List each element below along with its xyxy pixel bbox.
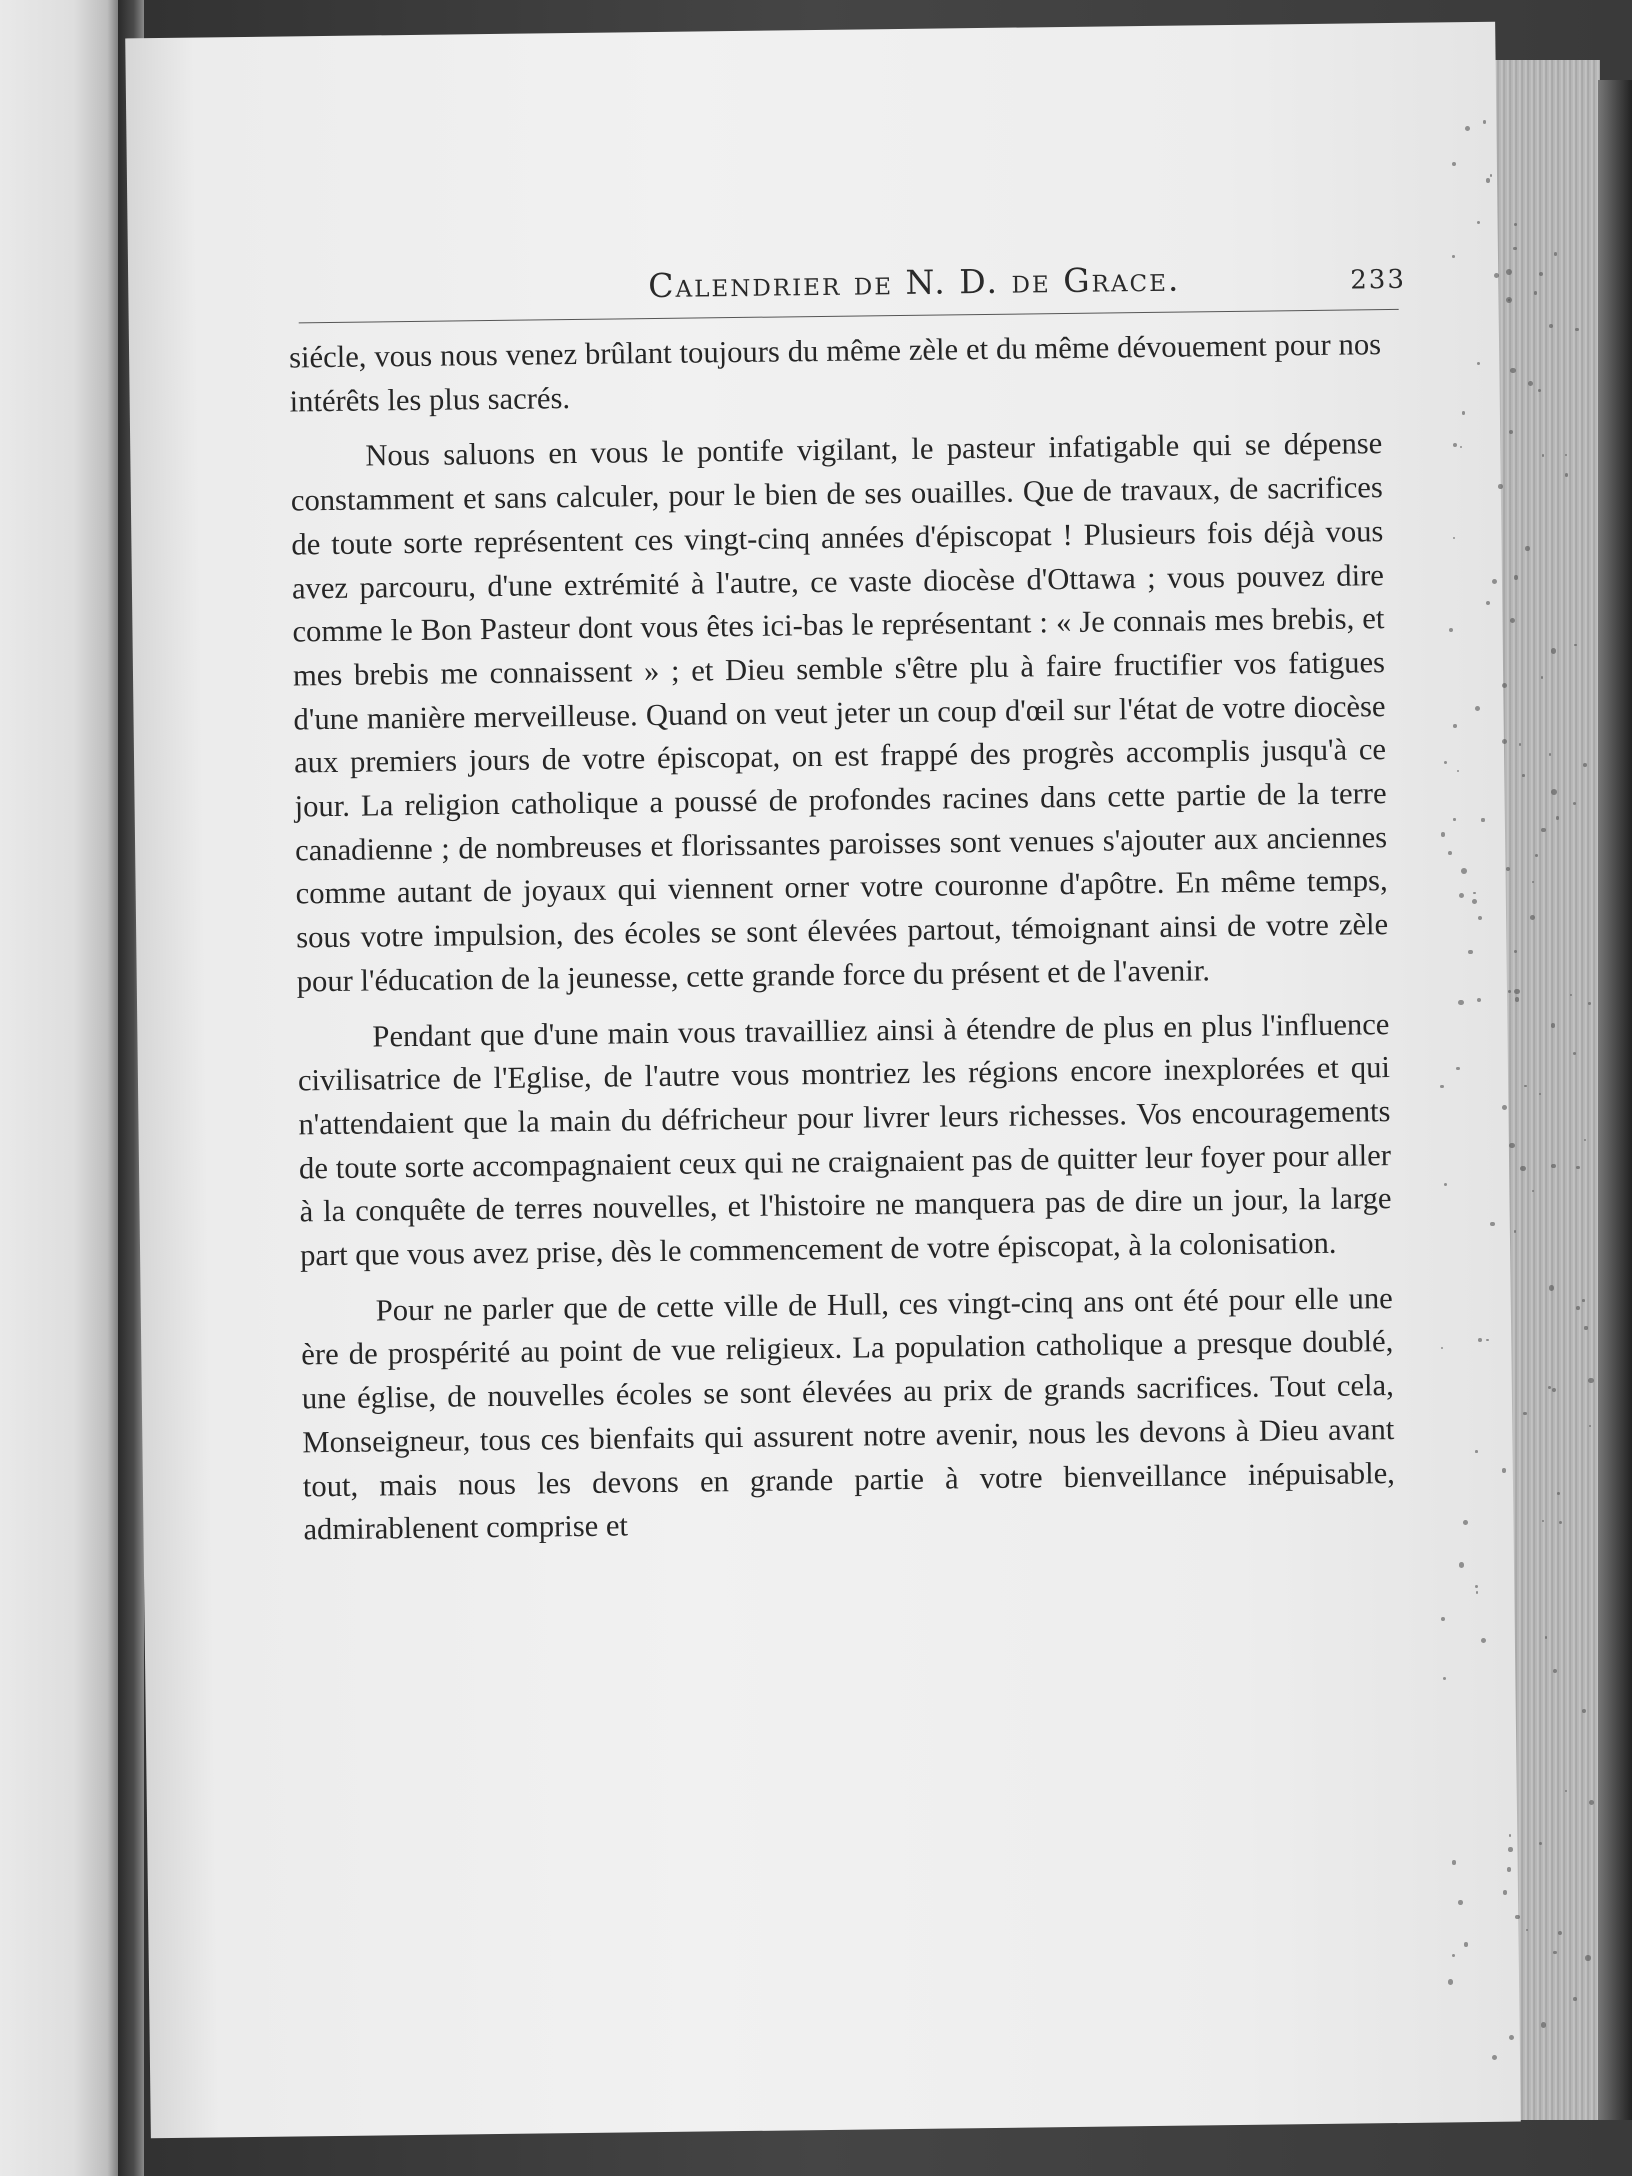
fore-edge-speck [1584,1139,1586,1141]
fore-edge-speck [1515,997,1519,1001]
fore-edge-speck [1502,683,1507,688]
fore-edge-speck [1461,868,1467,874]
paragraph: Nous saluons en vous le pontife vigilant, le pasteur infatigable qui se dépense constamment et sans calculer, pour le bien de ses ouailles. Que de travaux, de sacrifices de toute sorte représentent ces vingt-cinq années d'épiscopat ! Plusieurs fois déjà vous avez parcouru, d'une extrémité à l'autre, ce vaste diocèse d'Ottawa ; vous pouvez dire comme le Bon Pasteur dont vous êtes ici-bas le représentant : « Je connais mes brebis, et mes brebis me connaissent » ; et Dieu semble s'être plu à faire fructifier vos fatigues d'une manière merveilleuse. Quand on veut jeter un coup d'œil sur l'état de votre diocèse aux premiers jours de votre épiscopat, on est frappé des progrès accomplis jusqu'à ce jour. La religion catholique a poussé de profondes racines dans cette partie de la terre canadienne ; de nombreuses et florissantes paroisses sont venues s'ajouter aux anciennes comme autant de joyaux qui viennent orner votre couronne d'apôtre. En même temps, sous votre impulsion, des écoles se sont élevées partout, témoignant ainsi de votre zèle pour l'éducation de la jeunesse, cette grande force du présent et de l'avenir. [290,426,1389,999]
fore-edge-speck [1582,1299,1585,1302]
book-page [125,22,1521,2139]
fore-edge-speck [1456,1067,1460,1071]
fore-edge-speck [1557,1492,1560,1495]
running-title: Calendrier de N. D. de Grace. [648,259,1181,306]
page-body [289,323,1396,1552]
fore-edge-speck [1448,851,1452,855]
fore-edge-speck [1463,1520,1468,1525]
fore-edge-speck [1551,789,1557,795]
fore-edge-speck [1582,1709,1586,1713]
fore-edge-speck [1502,739,1507,744]
fore-edge-speck [1449,628,1453,632]
paragraph: Pendant que d'une main vous travailliez ainsi à étendre de plus en plus l'influence civilisatrice de l'Eglise, de l'autre vous montriez les régions encore inexplorées et qui n'attendaient que la main du défricheur pour livrer leurs richesses. Vos encouragements de toute sorte accompagnaient ceux qui ne craignaient pas de quitter leur foyer pour aller à la conquête de terres nouvelles, et l'histoire ne manquera pas de dire un jour, la large part que vous avez prise, dès le commencement de votre épiscopat, à la colonisation. [297,1006,1392,1273]
fore-edge-speck [1458,1900,1463,1905]
fore-edge-speck [1477,998,1481,1002]
fore-edge-speck [1472,899,1477,904]
fore-edge-speck [1588,1378,1593,1383]
fore-edge-speck [1508,1847,1512,1851]
fore-edge-speck [1525,546,1529,550]
fore-edge-speck [1541,2022,1546,2027]
fore-edge-speck [1570,994,1572,996]
fore-edge-speck [1490,1222,1494,1226]
fore-edge-speck [1452,1860,1456,1864]
fore-edge-speck [1548,1386,1551,1389]
fore-edge-speck [1453,818,1455,820]
fore-edge-speck [1539,272,1543,276]
fore-edge-speck [1535,854,1538,857]
fore-edge-speck [1565,473,1568,476]
fore-edge-speck [1589,1800,1594,1805]
fore-edge-speck [1576,1306,1580,1310]
fore-edge-speck [1528,381,1533,386]
fore-edge-speck [1509,1143,1515,1149]
fore-edge-speck [1526,1929,1528,1931]
fore-edge-speck [1486,1339,1488,1341]
fore-edge-speck [1514,575,1519,580]
fore-edge-speck [1477,362,1480,365]
fore-edge-speck [1575,328,1579,332]
fore-edge-speck [1478,1338,1482,1342]
fore-edge-speck [1542,454,1545,457]
fore-edge-speck [1551,1164,1555,1168]
fore-edge-speck [1565,454,1567,456]
fore-edge-speck [1510,368,1515,373]
fore-edge-speck [1513,247,1516,250]
page-header [298,255,1407,328]
fore-edge-speck [1523,1412,1527,1416]
fore-edge-speck [1486,178,1490,182]
fore-edge-speck [1556,816,1559,819]
fore-edge-speck [1453,443,1457,447]
fore-edge-speck [1478,916,1482,920]
fore-edge-speck [1520,1166,1526,1172]
fore-edge-speck [1534,291,1538,295]
page-number: 233 [1350,264,1407,296]
fore-edge-speck [1492,579,1497,584]
fore-edge-speck [1538,389,1541,392]
fore-edge-speck [1452,1954,1455,1957]
fore-edge-speck [1475,706,1480,711]
fore-edge-speck [1541,828,1546,833]
fore-edge-speck [1515,1915,1520,1920]
fore-edge-speck [1584,1326,1587,1329]
fore-edge-speck [1532,881,1534,883]
fore-edge-speck [1498,484,1503,489]
fore-edge-speck [1551,1023,1555,1027]
fore-edge-speck [1549,1285,1555,1291]
fore-edge-speck [1490,174,1492,176]
fore-edge-speck [1462,411,1465,414]
fore-edge-speck [1522,774,1525,777]
fore-edge-speck [1514,989,1519,994]
fore-edge-speck [1481,818,1484,821]
fore-edge-speck [1476,1591,1479,1594]
fore-edge-speck [1573,1052,1576,1055]
fore-edge-speck [1519,743,1521,745]
fore-edge-speck [1554,252,1558,256]
fore-edge-speck [1503,1890,1507,1894]
paragraph: Pour ne parler que de cette ville de Hull, ces vingt-cinq ans ont été pour elle une ère de prospérité au point de vue religieux. La population catholique a presque doublé, une église, de nouvelles écoles se sont élevées au prix de grands sacrifices. Tout cela, Monseigneur, tous ces bienfaits qui assurent notre avenir, nous les devons à Dieu avant tout, mais nous les devons en grande partie à votre bienveillance inépuisable, admirablenent comprise et [301,1280,1396,1547]
fore-edge-speck [1549,753,1551,755]
fore-edge-speck [1464,1942,1468,1946]
fore-edge-speck [1574,644,1576,646]
fore-edge-speck [1510,618,1515,623]
paragraph-continued: siécle, vous nous venez brûlant toujours du même zèle et du même dévouement pour nos intérêts les plus sacrés. [288,327,1382,419]
fore-edge-speck [1585,1955,1590,1960]
fore-edge-speck [1483,120,1487,124]
header-rule [299,309,1399,323]
left-facing-page-edge [0,0,122,2176]
fore-edge-speck [1459,893,1464,898]
fore-edge-speck [1475,1450,1478,1453]
fore-edge-speck [1553,1669,1557,1673]
fore-edge-speck [1576,1166,1580,1170]
fore-edge-speck [1468,950,1472,954]
fore-edge-speck [1539,1842,1542,1845]
book-cover-edge [1598,80,1632,2120]
fore-edge-speck [1573,1997,1577,2001]
fore-edge-speck [1508,990,1511,993]
fore-edge-speck [1514,1230,1516,1232]
